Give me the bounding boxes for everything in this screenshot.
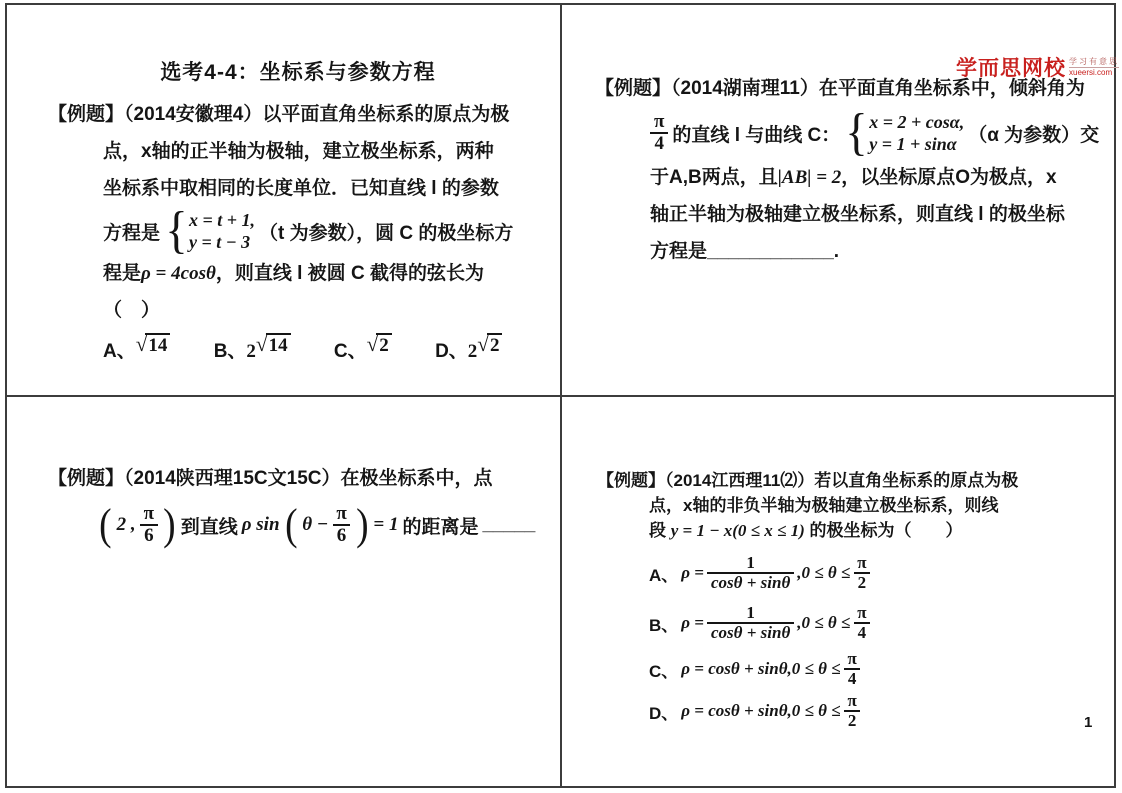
problem-line (48, 460, 568, 497)
segment-equation: y = 1 − x(0 ≤ x ≤ 1) (670, 521, 805, 540)
brace-icon: { (845, 103, 868, 161)
problem-text: 在平面直角坐标系中，倾斜角为 (818, 78, 1085, 99)
problem-line: 程是ρ = 4cosθ，则直线 l 被圆 C 截得的弦长为 (103, 263, 484, 284)
problem-text: 以平面直角坐标系的原点为极 (262, 104, 510, 125)
abs-value-expression: |AB| = 2 (777, 167, 842, 188)
option-a: A、 √ 14 (103, 333, 170, 370)
sqrt-expression: 2 √ 14 (246, 333, 290, 370)
answer-blank-line: 方程是____________. (650, 241, 840, 262)
problem-line: 段 y = 1 − x(0 ≤ x ≤ 1) 的极坐标为（ ） (649, 521, 963, 540)
equation-x: x = t + 1, (188, 210, 255, 230)
problem-text: 在极坐标系中，点 (340, 468, 493, 489)
sqrt-expression: √ 14 (136, 333, 171, 357)
horizontal-divider (5, 395, 1116, 397)
problem-text: 到直线 (180, 516, 238, 538)
brand-name: 学而思网校 (956, 57, 1066, 80)
problem-source: （2014湖南理11） (671, 78, 819, 99)
equation-x: x = 2 + cosα, (869, 112, 965, 132)
answer-blank: _____ (482, 514, 536, 535)
problem-text: （α 为参数）交 (968, 124, 1100, 146)
right-paren-icon: ) (163, 500, 176, 550)
problem-line: 于A,B两点，且|AB| = 2，以坐标原点O为极点，x (650, 167, 1057, 188)
fraction-bound: $\frac{\pi}{4}$ (844, 650, 861, 688)
problem-text: 的直线 l 与曲线 C： (672, 124, 841, 146)
sqrt-icon: √ (366, 332, 379, 356)
equation-y: y = t − 3 (188, 232, 251, 252)
left-paren-icon: ( (284, 500, 298, 550)
problem-text: 的距离是 (402, 516, 479, 538)
problem-text: 轴正半轴为极轴建立极坐标系，则直线 l 的极坐标 (650, 204, 1065, 225)
problem-text: 点，x轴的正半轴为极轴，建立极坐标系，两种 (103, 141, 494, 162)
sqrt-expression: 2 √ 2 (468, 333, 503, 370)
problem-line-equations (48, 497, 568, 553)
equals-one: = 1 (373, 514, 399, 535)
rho-sin: ρ sin (241, 514, 280, 535)
fraction-bound: $\frac{\pi}{2}$ (844, 692, 861, 730)
point-coordinate: 2 , (116, 514, 136, 535)
option-d: D、 ρ = cosθ + sinθ,0 ≤ θ ≤ $\frac{\pi}{2}$ (597, 693, 1112, 729)
left-paren-icon: ( (99, 500, 112, 550)
problem-line-equations (48, 201, 548, 259)
sqrt-icon: √ (477, 332, 489, 356)
brand-domain: xueersi.com (1069, 67, 1119, 77)
fraction-pi-6: $\frac{\pi}{6}$ (140, 504, 158, 546)
fraction: $\frac{1}{\cos\theta + \sin\theta}$ (707, 604, 794, 642)
quadrant-top-left (48, 56, 548, 370)
problem-source: （2014安徽理4） (124, 104, 263, 125)
option-d: D、 2 √ 2 (435, 333, 502, 370)
problem-line (48, 96, 548, 133)
sqrt-icon: √ (135, 332, 148, 356)
option-b: B、 ρ = $\frac{1}{\cos\theta + \sin\theta}$ ,0 ≤ θ ≤ $\frac{\pi}{4}$ (597, 601, 1112, 645)
problem-line (595, 70, 1115, 107)
equation-system (844, 103, 965, 161)
theta-minus: θ − (302, 514, 329, 535)
fraction-pi-6: $\frac{\pi}{6}$ (332, 504, 350, 546)
option-a: A、 ρ = $\frac{1}{\cos\theta + \sin\theta}$ ,0 ≤ θ ≤ $\frac{\pi}{2}$ (597, 551, 1112, 595)
option-c: C、 √ 2 (334, 333, 392, 370)
fraction-bound: $\frac{\pi}{2}$ (853, 554, 870, 592)
example-tag: 【例题】 (595, 78, 672, 99)
sqrt-icon: √ (255, 332, 268, 356)
problem-text: 若以直角坐标系的原点为极 (814, 471, 1019, 490)
problem-line-equations (595, 103, 1115, 161)
option-c: C、 ρ = cosθ + sinθ,0 ≤ θ ≤ $\frac{\pi}{4}$ (597, 651, 1112, 687)
fraction-pi-4: $\frac{\pi}{4}$ (650, 112, 668, 154)
problem-text: 坐标系中取相同的长度单位．已知直线 l 的参数 (103, 178, 499, 199)
sqrt-expression: √ 2 (367, 333, 392, 357)
problem-text: 点，x轴的非负半轴为极轴建立极坐标系，则线 (649, 496, 999, 515)
problem-source: （2014陕西理15C文15C） (124, 468, 341, 489)
problem-text: 方程是 (103, 222, 161, 244)
equation-y: y = 1 + sinα (869, 134, 957, 154)
choice-brackets: （ ） (103, 300, 161, 321)
example-tag: 【例题】 (597, 471, 665, 490)
quadrant-bottom-right (597, 468, 1112, 735)
right-paren-icon: ) (355, 500, 369, 550)
example-tag: 【例题】 (48, 104, 125, 125)
equation-system (164, 201, 255, 259)
fraction-bound: $\frac{\pi}{4}$ (853, 604, 870, 642)
fraction: $\frac{1}{\cos\theta + \sin\theta}$ (707, 554, 794, 592)
options-row (48, 333, 548, 370)
quadrant-bottom-left (48, 460, 568, 553)
page-number: 1 (1084, 714, 1093, 731)
brand-tagline: 学习有意思 (1069, 57, 1119, 66)
quadrant-top-right (595, 70, 1115, 270)
page-title: 选考4-4：坐标系与参数方程 (160, 61, 436, 84)
problem-source: （2014江西理11⑵） (665, 471, 815, 490)
brace-icon: { (165, 201, 188, 259)
problem-text: （t 为参数），圆 C 的极坐标方 (259, 222, 514, 244)
polar-equation: ρ = 4cosθ (141, 263, 216, 284)
problem-line (597, 468, 1112, 493)
option-b: B、 2 √ 14 (214, 333, 291, 370)
example-tag: 【例题】 (48, 468, 125, 489)
